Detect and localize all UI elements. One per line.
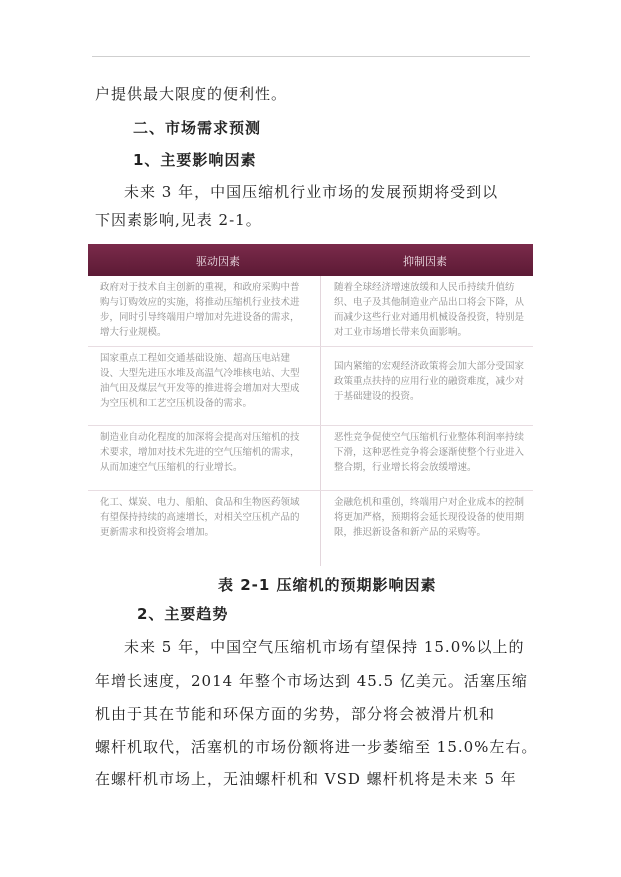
paragraph-line: 下因素影响,见表 2-1。	[95, 211, 262, 229]
table-row	[88, 347, 533, 425]
factors-table	[88, 244, 533, 566]
paragraph-line: 在螺杆机市场上，无油螺杆机和 VSD 螺杆机将是未来 5 年	[95, 770, 517, 788]
table-cell: 国家重点工程如交通基础设施、超高压电站建设、大型先进压水堆及高温气冷堆核电站、大型油气田及煤层气开发等的推进将会增加对大型成为空压机和工艺空压机设备的需求。	[100, 353, 300, 409]
table-row	[88, 491, 533, 566]
section-heading-market-demand: 二、市场需求预测	[133, 119, 262, 137]
table-cell: 金融危机和重创，终端用户对企业成本的控制将更加严格，预期将会延长现役设备的使用期限，推迟新设备和新产品的采购等。	[334, 497, 525, 538]
header-restraining-factors: 抑制因素	[403, 255, 447, 268]
header-rule	[92, 56, 530, 57]
paragraph-line: 未来 3 年，中国压缩机行业市场的发展预期将受到以	[124, 183, 499, 201]
table-cell: 化工、煤炭、电力、船舶、食品和生物医药领域有望保持持续的高速增长，对相关空压机产品的更新需求和投资将会增加。	[100, 497, 300, 538]
table-row	[88, 426, 533, 490]
table-cell: 随着全球经济增速放缓和人民币持续升值纺织、电子及其他制造业产品出口将会下降，从而减少这些行业对通用机械设备投资，特别是对工业市场增长带来负面影响。	[334, 282, 525, 338]
table-cell: 国内紧缩的宏观经济政策将会加大部分受国家政策重点扶持的应用行业的融资难度，减少对于基础建设的投资。	[334, 361, 525, 402]
paragraph-line: 机由于其在节能和环保方面的劣势，部分将会被滑片机和	[95, 705, 496, 723]
table-header	[88, 244, 533, 276]
intro-line: 户提供最大限度的便利性。	[95, 85, 288, 103]
table-cell: 政府对于技术自主创新的重视，和政府采购中普购与订购效应的实施，将推动压缩机行业技术进步，同时引导终端用户增加对先进设备的需求，增大行业规模。	[100, 282, 300, 338]
paragraph-line: 年增长速度，2014 年整个市场达到 45.5 亿美元。活塞压缩	[95, 672, 528, 690]
table-row	[88, 276, 533, 346]
paragraph-line: 螺杆机取代，活塞机的市场份额将进一步萎缩至 15.0%左右。	[95, 738, 538, 756]
table-cell: 恶性竞争促使空气压缩机行业整体利润率持续下滑，这种恶性竞争将会逐渐使整个行业进入整合期，行业增长将会放缓增速。	[334, 432, 525, 473]
table-caption: 表 2-1 压缩机的预期影响因素	[218, 576, 437, 594]
table-cell: 制造业自动化程度的加深将会提高对压缩机的技术要求，增加对技术先进的空气压缩机的需求，从而加速空气压缩机的行业增长。	[100, 432, 300, 473]
paragraph-line: 未来 5 年，中国空气压缩机市场有望保持 15.0%以上的	[124, 638, 525, 656]
subheading-main-factors: 1、主要影响因素	[133, 151, 257, 169]
subheading-main-trends: 2、主要趋势	[137, 605, 229, 623]
header-driving-factors: 驱动因素	[196, 255, 240, 268]
